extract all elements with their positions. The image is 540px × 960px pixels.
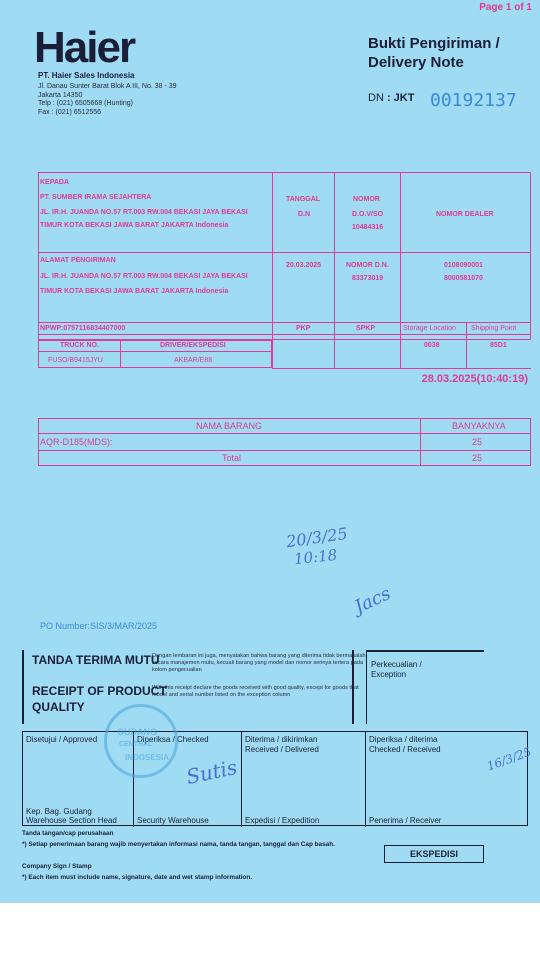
sign-label-en: Company Sign / Stamp	[22, 863, 92, 870]
receipt-title-id: TANDA TERIMA MUTU	[32, 653, 160, 667]
dn-date: 20.03.2025	[286, 262, 322, 269]
company-name: PT. Haier Sales Indonesia	[38, 71, 135, 80]
dn-label: DN : JKT	[368, 92, 415, 104]
signature-received: Diperiksa / diterima Checked / Received Penerima / Receiver	[369, 735, 442, 825]
handwritten-time: 10:18	[293, 545, 339, 569]
exception-column	[366, 650, 484, 724]
nomor-value: 10484316	[352, 224, 384, 231]
receipt-text-en: With this receipt declare the goods received with good quality, except for goods that model and serial number listed on the exception column	[152, 685, 359, 698]
note-en: *) Each item must include name, signature, date and wet stamp information.	[22, 874, 253, 881]
dealer-number-2: 8000581070	[444, 275, 483, 282]
total-label: Total	[222, 453, 242, 463]
recipient-address-1: JL. IR.H. JUANDA NO.57 RT.003 RW.004 BEKASI JAYA BEKASI	[40, 209, 248, 216]
po-number: PO Number:SIS/3/MAR/2025	[40, 621, 158, 631]
signature-checked: Diperiksa / Checked Security Warehouse	[134, 732, 242, 827]
dealer-number-1: 0108090001	[444, 262, 483, 269]
recipient-address-2: TIMUR KOTA BEKASI JAWA BARAT JAKARTA Indonesia	[40, 222, 229, 229]
shipping-address-label: ALAMAT PENGIRIMAN	[40, 257, 116, 264]
dn-no-label: NOMOR D.N.	[346, 262, 389, 269]
signature-delivered: Diterima / dikirimkan Received / Delivered Expedisi / Expedition	[242, 732, 366, 827]
storage-location-value: 0038	[424, 342, 440, 349]
nomor-sub: D.O.V/SO	[352, 211, 384, 218]
storage-location-label: Storage Location	[403, 325, 456, 332]
exception-label: Perkecualian / Exception	[371, 660, 422, 679]
total-qty: 25	[472, 453, 483, 463]
checker-signature: Sutis	[184, 754, 240, 790]
shipping-point-label: Shipping Point	[471, 325, 517, 332]
receipt-text-id: Dengan lembaran ini juga, menyatakan bahwa barang yang diterima tidak bermasalah secara manajemen mutu, kecuali barang yang model dan nomor serinya tertera pada kolom pengecualian	[152, 653, 366, 673]
truck-label: TRUCK NO.	[60, 342, 99, 349]
receipt-block	[22, 650, 366, 724]
shipping-point-value: 85D1	[490, 342, 507, 349]
npwp: NPWP:0757116834407000	[40, 325, 126, 332]
shipping-address-1: JL. IR.H. JUANDA NO.57 RT.003 RW.004 BEKASI JAYA BEKASI	[40, 273, 248, 280]
handwritten-signature: Jacs	[351, 583, 394, 618]
document-title: Bukti Pengiriman / Delivery Note	[368, 35, 500, 71]
recipient-name: PT. SUMBER IRAMA SEJAHTERA	[40, 194, 152, 201]
warehouse-stamp: GUDANG CENTRAL INDOSESIA	[104, 704, 178, 778]
col-nama-barang: NAMA BARANG	[196, 421, 263, 431]
pkp-label: PKP	[296, 325, 311, 332]
driver-value: AKBAR/E88	[174, 357, 213, 364]
shipping-address-2: TIMUR KOTA BEKASI JAWA BARAT JAKARTA Indonesia	[40, 288, 229, 295]
ekspedisi-copy-label: EKSPEDISI	[384, 845, 484, 863]
nomor-label: NOMOR	[353, 196, 380, 203]
col-banyaknya: BANYAKNYA	[452, 421, 506, 431]
print-timestamp: 28.03.2025(10:40:19)	[421, 373, 528, 385]
kepada-label: KEPADA	[40, 179, 70, 186]
sign-label-id: Tanda tangan/cap perusahaan	[22, 830, 114, 837]
truck-value: FUSO/B9415JYU	[48, 357, 103, 364]
spkp-label: SPKP	[356, 325, 376, 332]
tanggal-label: TANGGAL	[286, 196, 321, 203]
item-qty: 25	[472, 437, 483, 447]
handwritten-date: 20/3/25	[284, 523, 349, 552]
receipt-title-en-1: RECEIPT OF PRODUCT	[32, 684, 167, 698]
dealer-label: NOMOR DEALER	[436, 211, 494, 218]
page-number: Page 1 of 1	[479, 2, 532, 13]
company-address: Jl. Danau Sunter Barat Blok A III, No. 38 - 39 Jakarta 14350 Telp : (021) 6505668 (Hunting) Fax : (021) 6512556	[38, 83, 177, 116]
note-id: *) Setiap penerimaan barang wajib menyertakan informasi nama, tanda tangan, tanggal dan Cap basah.	[22, 841, 335, 848]
signature-approved: Disetujui / Approved Kep. Bag. Gudang Warehouse Section Head	[23, 732, 134, 827]
haier-logo: Haier	[34, 23, 135, 72]
dn-no-value: 83373019	[352, 275, 384, 282]
receipt-title-en-2: QUALITY	[32, 700, 85, 714]
item-name: AQR-D185(MDS):	[40, 437, 113, 447]
dn-number: 00192137	[430, 90, 517, 111]
receiver-date: 16/3/25	[485, 744, 534, 774]
signature-grid	[22, 731, 528, 826]
tanggal-value: D.N	[298, 211, 311, 218]
driver-label: DRIVER/EKSPEDISI	[160, 342, 226, 349]
